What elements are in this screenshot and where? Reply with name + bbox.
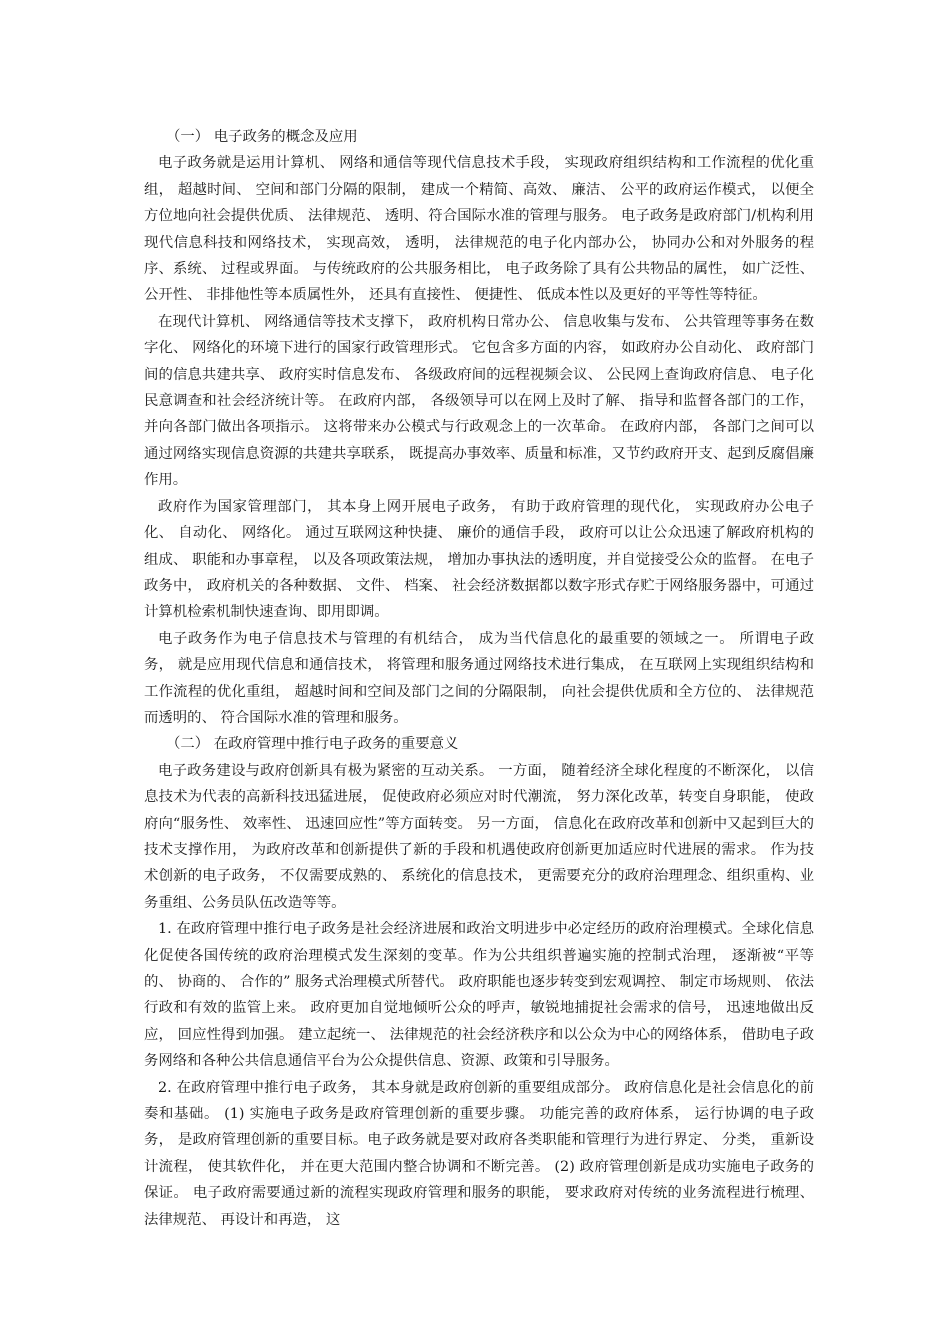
section-2-item-2: 2. 在政府管理中推行电子政务， 其本身就是政府创新的重要组成部分。 政府信息化是社会信息化的前奏和基础。 (1) 实施电子政务是政府管理创新的重要步骤。 功能完善的政府体系， 运行协调的电子政务， 是政府管理创新的重要目标。电子政务就是要对政府各类职能和管理行为进行界定、 分类， 重新设计流程， 使其软件化， 并在更大范围内整合协调和不断完善。 (2) 政府管理创新是成功实施电子政务的保证。 电子政府需要通过新的流程实现政府管理和服务的职能， 要求政府对传统的业务流程进行梳理、 法律规范、 再设计和再造， 这 <box>144 1079 814 1228</box>
section-2-intro: 电子政务建设与政府创新具有极为紧密的互动关系。 一方面， 随着经济全球化程度的不断深化， 以信息技术为代表的高新科技迅猛进展， 促使政府必须应对时代潮流， 努力深化改革，转变自身职能， 使政府向“服务性、 效率性、 迅速回应性”等方面转变。 另一方面， 信息化在政府改革和创新中又起到巨大的技术支撑作用， 为政府改革和创新提供了新的手段和机遇使政府创新更加适应时代进展的需求。 作为技术创新的电子政务， 不仅需要成熟的、 系统化的信息技术， 更需要充分的政府治理理念、组织重构、业务重组、公务员队伍改造等等。 <box>144 762 814 911</box>
section-1-heading: （一） 电子政务的概念及应用 <box>166 129 358 145</box>
section-2-heading: （二） 在政府管理中推行电子政务的重要意义 <box>166 736 459 753</box>
section-1-paragraph-4: 电子政务作为电子信息技术与管理的有机结合， 成为当代信息化的最重要的领域之一。 所谓电子政务， 就是应用现代信息和通信技术， 将管理和服务通过网络技术进行集成， 在互联网上实现组织结构和工作流程的优化重组， 超越时间和空间及部门之间的分隔限制， 向社会提供优质和全方位的、 法律规范而透明的、 符合国际水准的管理和服务。 <box>144 630 814 726</box>
document-page <box>144 124 814 1233</box>
section-2-item-1: 1. 在政府管理中推行电子政务是社会经济进展和政治文明进步中必定经历的政府治理模式。全球化信息化促使各国传统的政府治理模式发生深刻的变革。作为公共组织普遍实施的控制式治理， 逐渐被“平等的、 协商的、 合作的” 服务式治理模式所替代。 政府职能也逐步转变到宏观调控、 制定市场规则、 依法行政和有效的监管上来。 政府更加自觉地倾听公众的呼声，敏锐地捕捉社会需求的信号， 迅速地做出反应， 回应性得到加强。 建立起统一、 法律规范的社会经济秩序和以公众为中心的网络体系， 借助电子政务网络和各种公共信息通信平台为公众提供信息、资源、政策和引导服务。 <box>144 921 814 1070</box>
section-1-paragraph-2: 在现代计算机、 网络通信等技术支撑下， 政府机构日常办公、 信息收集与发布、 公共管理等事务在数字化、 网络化的环境下进行的国家行政管理形式。 它包含多方面的内容， 如政府办公自动化、 政府部门间的信息共建共享、 政府实时信息发布、 各级政府间的远程视频会议、 公民网上查询政府信息、 电子化民意调查和社会经济统计等。 在政府内部， 各级领导可以在网上及时了解、 指导和监督各部门的工作， 并向各部门做出各项指示。 这将带来办公模式与行政观念上的一次革命。 在政府内部， 各部门之间可以通过网络实现信息资源的共建共享联系， 既提高办事效率、质量和标准，又节约政府开支、起到反腐倡廉作用。 <box>144 313 814 489</box>
section-1-paragraph-3: 政府作为国家管理部门， 其本身上网开展电子政务， 有助于政府管理的现代化， 实现政府办公电子化、 自动化、 网络化。 通过互联网这种快捷、 廉价的通信手段， 政府可以让公众迅速了解政府机构的组成、 职能和办事章程， 以及各项政策法规， 增加办事执法的透明度，并自觉接受公众的监督。 在电子政务中， 政府机关的各种数据、 文件、 档案、 社会经济数据都以数字形式存贮于网络服务器中，可通过计算机检索机制快速查询、即用即调。 <box>144 498 814 621</box>
section-1-paragraph-1: 电子政务就是运用计算机、 网络和通信等现代信息技术手段， 实现政府组织结构和工作流程的优化重组， 超越时间、 空间和部门分隔的限制， 建成一个精简、高效、 廉洁、 公平的政府运作模式， 以便全方位地向社会提供优质、 法律规范、 透明、符合国际水准的管理与服务。 电子政务是政府部门/机构利用现代信息科技和网络技术， 实现高效， 透明， 法律规范的电子化内部办公， 协同办公和对外服务的程序、系统、 过程或界面。 与传统政府的公共服务相比， 电子政务除了具有公共物品的属性， 如广泛性、 公开性、 非排他性等本质属性外， 还具有直接性、 便捷性、 低成本性以及更好的平等性等特征。 <box>144 155 814 304</box>
